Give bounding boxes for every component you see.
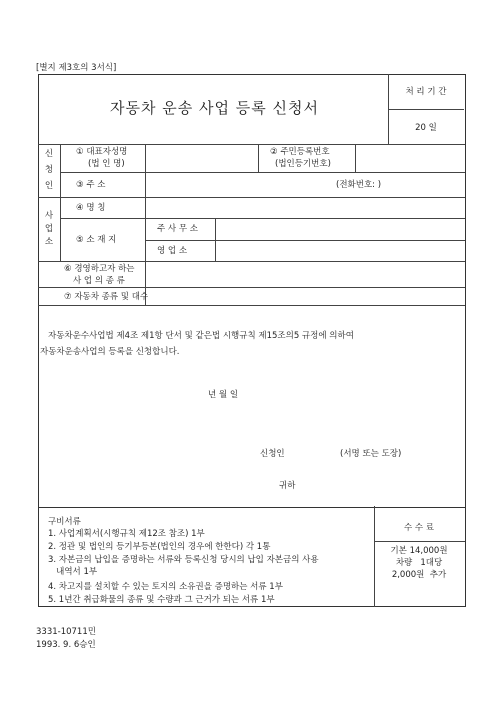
addressee: 귀하 xyxy=(279,481,296,491)
statement-line-1: 자동차운수사업법 제4조 제1항 단서 및 같은법 시행규칙 제15조의5 규정에 의하여 xyxy=(48,331,354,341)
business-char-3: 소 xyxy=(44,237,54,247)
business-type-label-1: ⑥ 경영하고자 하는 xyxy=(64,264,135,274)
footer-approval: 1993. 9. 6승인 xyxy=(36,640,96,650)
business-char-2: 업 xyxy=(44,224,54,234)
branch-office-field[interactable] xyxy=(216,241,464,261)
date-line: 년 월 일 xyxy=(208,390,239,400)
main-office-label: 주 사 무 소 xyxy=(157,224,198,234)
rep-name-label: ① 대표자성명 xyxy=(76,147,128,157)
document-item-4: 4. 차고지를 설치할 수 있는 토지의 소유권을 증명하는 서류 1부 xyxy=(48,582,283,592)
fee-line-2: 차량 1대당 xyxy=(395,558,443,568)
business-name-field[interactable] xyxy=(146,198,464,218)
main-office-field[interactable] xyxy=(216,219,464,239)
applicant-char-1: 신 xyxy=(44,149,54,159)
statement-line-2: 자동차운송사업의 등록을 신청합니다. xyxy=(40,347,180,357)
id-number-field[interactable] xyxy=(356,145,464,172)
vehicles-field[interactable] xyxy=(146,288,464,305)
signature-field[interactable] xyxy=(290,446,336,460)
business-location-label: ⑤ 소 재 지 xyxy=(76,235,117,245)
business-type-label-2: 사 업 의 종 류 xyxy=(73,276,125,286)
rep-name-field[interactable] xyxy=(146,145,258,172)
phone-label: (전화번호: ) xyxy=(336,180,382,190)
fee-line-3: 2,000원 추가 xyxy=(391,570,447,580)
business-type-field[interactable] xyxy=(146,262,464,287)
business-name-label: ④ 명 칭 xyxy=(76,203,106,213)
form-number-label: [별지 제3호의 3서식] xyxy=(36,63,117,73)
id-number-label: ② 주민등록번호 xyxy=(270,147,330,157)
document-item-5: 5. 1년간 취급화물의 종류 및 수량과 그 근거가 되는 서류 1부 xyxy=(48,595,275,605)
id-number-sub: (법인등기번호) xyxy=(275,159,331,169)
document-item-1: 1. 사업계획서(시행규칙 제12조 참조) 1부 xyxy=(48,529,205,539)
documents-heading: 구비서류 xyxy=(48,517,81,527)
address-label: ③ 주 소 xyxy=(76,180,106,190)
signature-label: 신청인 xyxy=(260,449,285,459)
processing-period-value: 20 일 xyxy=(415,123,437,133)
fee-line-1: 기본 14,000원 xyxy=(390,546,448,556)
vehicles-label: ⑦ 자동차 종류 및 대수 xyxy=(64,292,149,302)
document-item-2: 2. 정관 및 법인의 등기부등본(법인의 경우에 한한다) 각 1통 xyxy=(48,542,271,552)
business-char-1: 사 xyxy=(44,211,54,221)
fee-label: 수 수 료 xyxy=(403,523,435,533)
document-item-3-cont: 내역서 1부 xyxy=(48,567,98,577)
branch-office-label: 영 업 소 xyxy=(157,246,188,256)
footer-code: 3331-10711민 xyxy=(36,627,96,637)
applicant-char-3: 인 xyxy=(44,181,54,191)
rep-name-sub: (법 인 명) xyxy=(88,159,125,169)
signature-sign-note: (서명 또는 도장) xyxy=(340,449,402,459)
processing-period-label: 처 리 기 간 xyxy=(405,87,447,97)
page-title: 자동차 운송 사업 등록 신청서 xyxy=(110,99,319,117)
document-item-3: 3. 자본금의 납입을 증명하는 서류와 등록신청 당시의 납입 자본금의 사용 xyxy=(48,555,319,565)
address-field[interactable] xyxy=(146,173,464,197)
applicant-char-2: 청 xyxy=(44,165,54,175)
